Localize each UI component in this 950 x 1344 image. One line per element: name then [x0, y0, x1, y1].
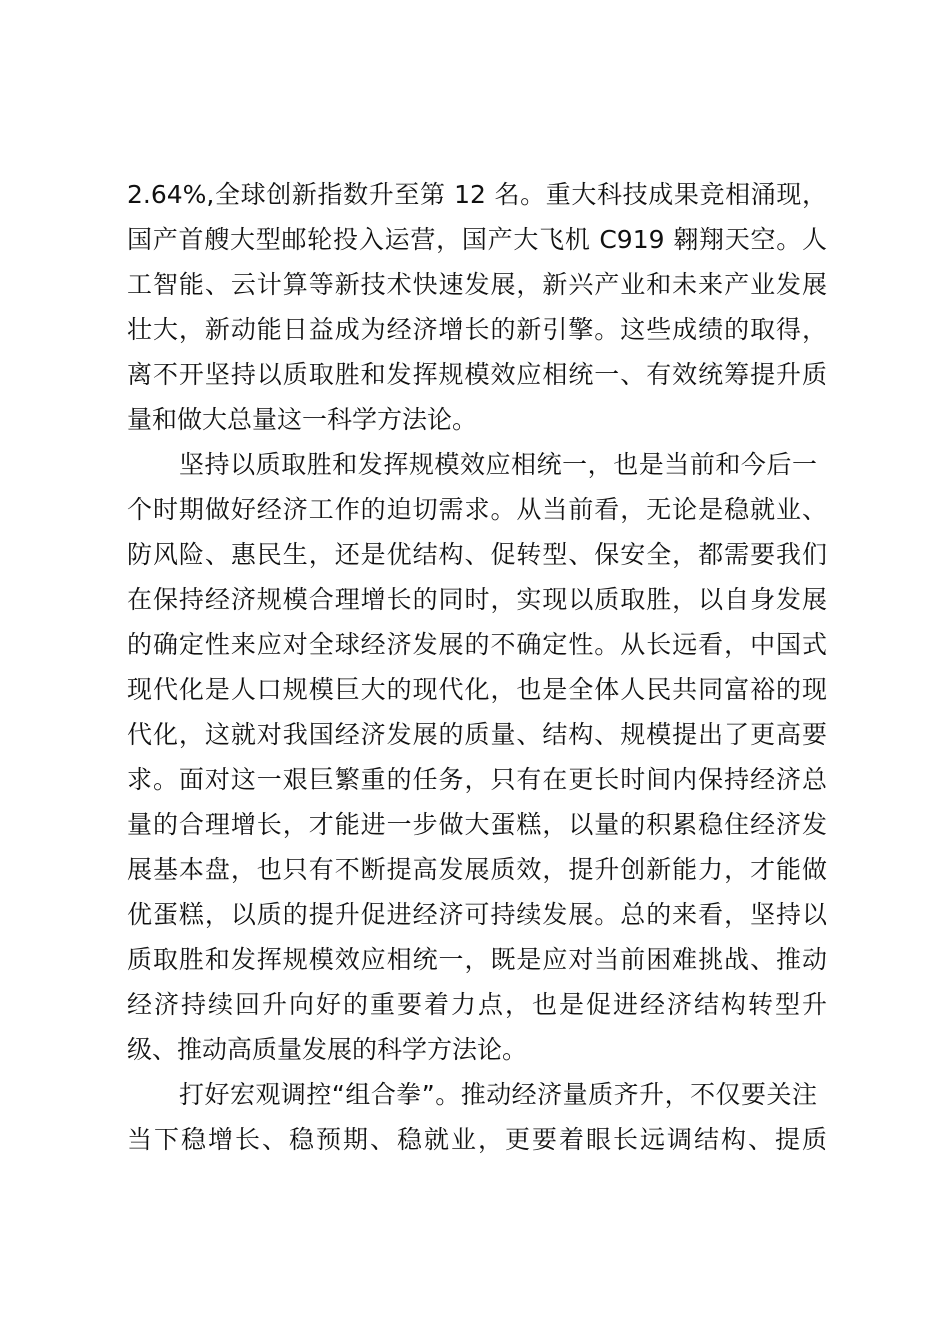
text-line: 经济持续回升向好的重要着力点，也是促进经济结构转型升 — [127, 990, 827, 1019]
text-line: 离不开坚持以质取胜和发挥规模效应相统一、有效统筹提升质 — [127, 360, 827, 389]
text-line: 展基本盘，也只有不断提高发展质效，提升创新能力，才能做 — [127, 855, 827, 884]
text-line: 当下稳增长、稳预期、稳就业，更要着眼长远调结构、提质 — [127, 1125, 827, 1154]
paragraph-first-line: 打好宏观调控“组合拳”。推动经济量质齐升，不仅要关注 — [179, 1080, 817, 1109]
text-line: 质取胜和发挥规模效应相统一，既是应对当前困难挑战、推动 — [127, 945, 827, 974]
text-line: 求。面对这一艰巨繁重的任务，只有在更长时间内保持经济总 — [127, 765, 827, 794]
text-line: 防风险、惠民生，还是优结构、促转型、保安全，都需要我们 — [127, 540, 827, 569]
text-line: 现代化是人口规模巨大的现代化，也是全体人民共同富裕的现 — [127, 675, 827, 704]
text-line: 级、推动高质量发展的科学方法论。 — [127, 1035, 528, 1064]
text-line: 国产首艘大型邮轮投入运营，国产大飞机 C919 翱翔天空。人 — [127, 225, 827, 254]
text-line: 个时期做好经济工作的迫切需求。从当前看，无论是稳就业、 — [127, 495, 827, 524]
text-line: 量和做大总量这一科学方法论。 — [127, 405, 478, 434]
text-line: 工智能、云计算等新技术快速发展，新兴产业和未来产业发展 — [127, 270, 827, 299]
text-line: 量的合理增长，才能进一步做大蛋糕，以量的积累稳住经济发 — [127, 810, 827, 839]
text-line: 的确定性来应对全球经济发展的不确定性。从长远看，中国式 — [127, 630, 827, 659]
text-line: 优蛋糕，以质的提升促进经济可持续发展。总的来看，坚持以 — [127, 900, 827, 929]
text-line: 在保持经济规模合理增长的同时，实现以质取胜，以自身发展 — [127, 585, 827, 614]
text-line: 2.64%,全球创新指数升至第 12 名。重大科技成果竞相涌现， — [127, 180, 827, 209]
text-line: 壮大，新动能日益成为经济增长的新引擎。这些成绩的取得， — [127, 315, 827, 344]
text-line: 代化，这就对我国经济发展的质量、结构、规模提出了更高要 — [127, 720, 827, 749]
paragraph-first-line: 坚持以质取胜和发挥规模效应相统一，也是当前和今后一 — [179, 450, 817, 479]
